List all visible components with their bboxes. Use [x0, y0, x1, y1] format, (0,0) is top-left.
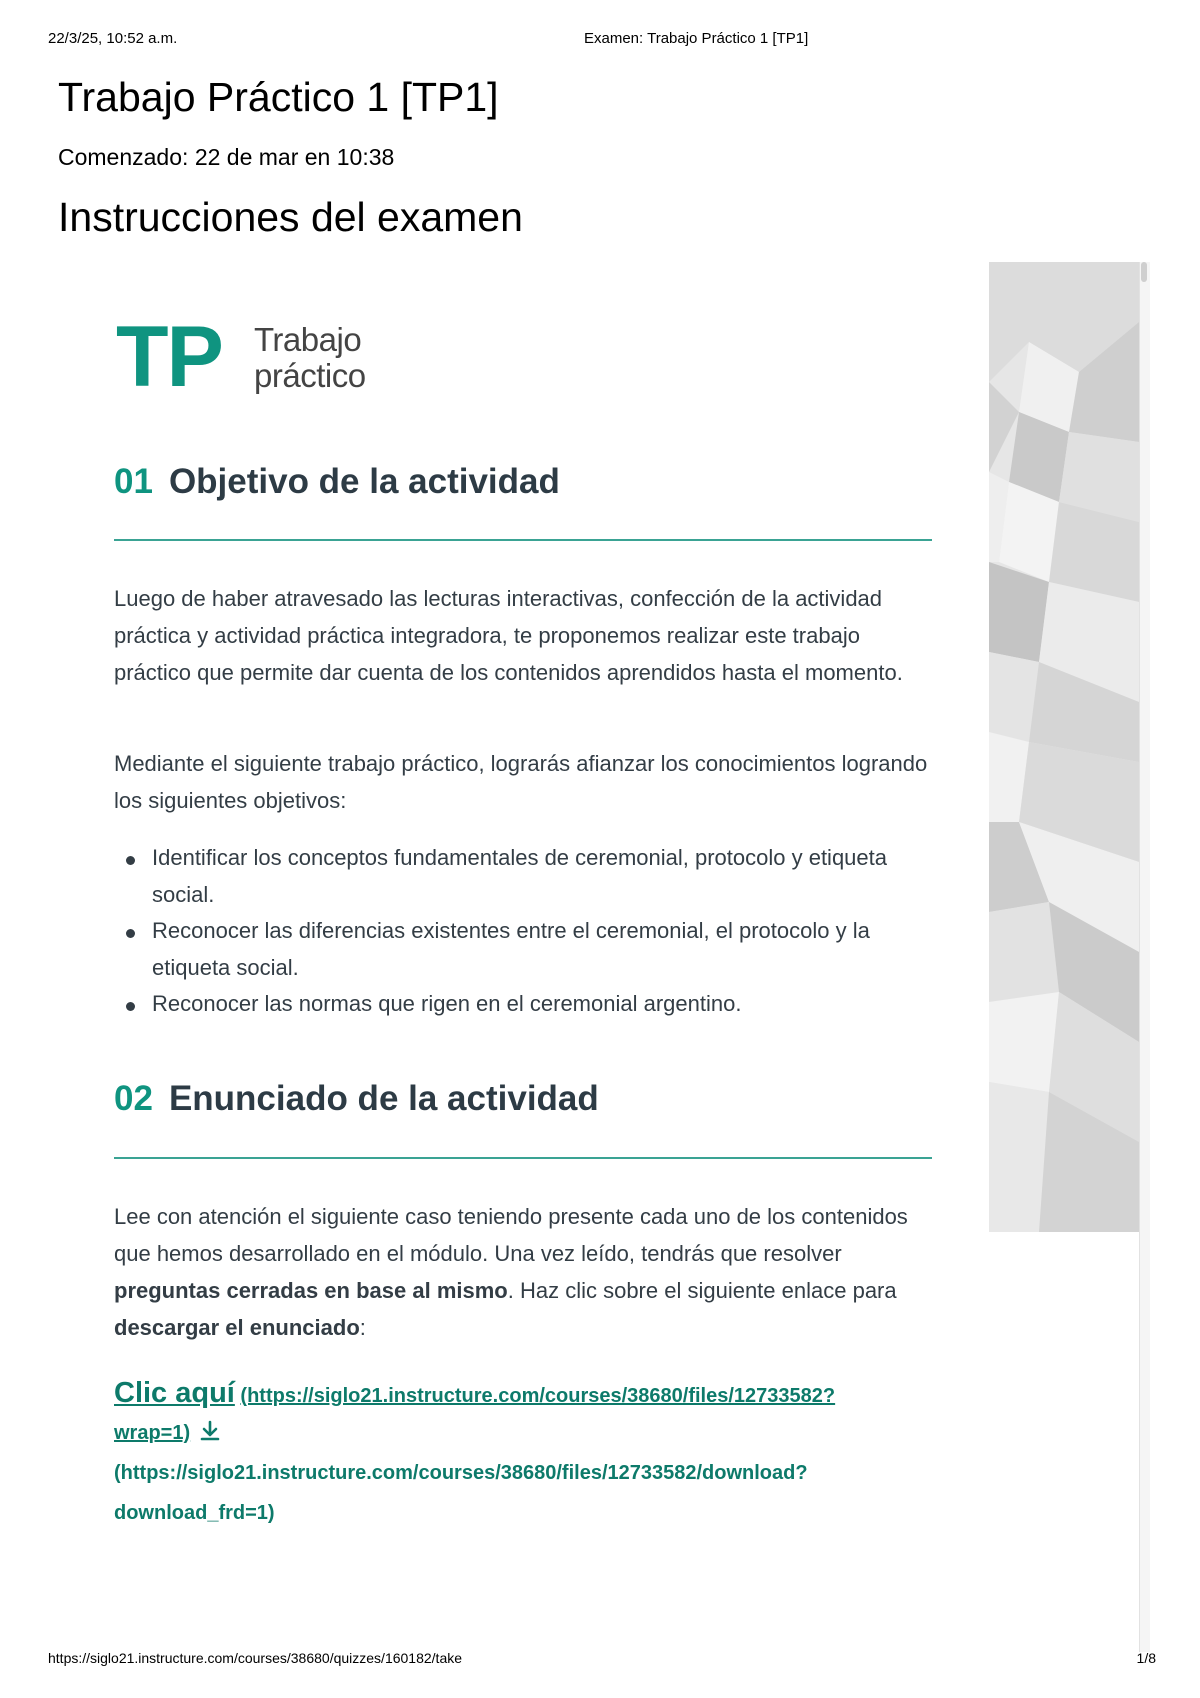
statement-text: Lee con atención el siguiente caso teniendo presente cada uno de los contenidos que hemos desarrollado en el módulo. Una vez leído, tendrás que resolver	[114, 1204, 908, 1266]
statement-bold-text: descargar el enunciado	[114, 1315, 360, 1340]
decorative-side-image	[989, 262, 1139, 1232]
scrollbar[interactable]	[1139, 262, 1150, 1652]
logo-line-practico: práctico	[254, 357, 366, 394]
logo-tp-letters: TP	[116, 309, 222, 405]
objective-text: Reconocer las diferencias existentes entre el ceremonial, el protocolo y la etiqueta social.	[152, 918, 870, 980]
started-info	[58, 144, 394, 171]
started-value: 22 de mar en 10:38	[194, 144, 395, 170]
file-link-url[interactable]: (https://siglo21.instructure.com/courses/38680/files/12733582?	[240, 1385, 836, 1407]
print-date: 22/3/25, 10:52 a.m.	[48, 30, 178, 47]
list-item	[114, 986, 934, 1023]
objective-text: Reconocer las normas que rigen en el ceremonial argentino.	[152, 991, 742, 1016]
scrollbar-thumb[interactable]	[1141, 262, 1147, 282]
download-icon[interactable]	[198, 1419, 222, 1443]
page-counter: 1/8	[1136, 1650, 1156, 1666]
list-item	[114, 840, 934, 913]
section-divider	[114, 1157, 932, 1159]
logo-line-trabajo: Trabajo	[254, 321, 362, 358]
print-header	[0, 30, 1200, 52]
link-line	[114, 1493, 934, 1533]
statement-text: :	[359, 1315, 366, 1340]
tp-logo	[116, 309, 396, 405]
section-number: 02	[114, 1079, 153, 1118]
section-number: 01	[114, 462, 153, 501]
section-title: Objetivo de la actividad	[168, 462, 560, 501]
download-link-url[interactable]: (https://siglo21.instructure.com/courses/38680/files/12733582/download?	[114, 1462, 808, 1484]
statement-bold-text: preguntas cerradas en base al mismo	[114, 1278, 508, 1303]
bullet-icon	[126, 929, 135, 938]
geometric-pattern-graphic	[989, 262, 1139, 1232]
started-label: Comenzado:	[58, 144, 189, 170]
section-objective-heading	[114, 462, 560, 502]
statement-paragraph	[114, 1198, 934, 1346]
print-footer	[0, 1650, 1200, 1672]
statement-text: . Haz clic sobre el siguiente enlace para	[507, 1278, 897, 1303]
bullet-icon	[126, 856, 135, 865]
file-link-url-cont[interactable]: wrap=1)	[114, 1422, 191, 1444]
list-item	[114, 913, 934, 986]
quiz-title: Trabajo Práctico 1 [TP1]	[58, 74, 499, 120]
objective-text: Identificar los conceptos fundamentales de ceremonial, protocolo y etiqueta social.	[152, 845, 887, 907]
link-line	[114, 1453, 934, 1493]
objective-intro-paragraph: Mediante el siguiente trabajo práctico, lograrás afianzar los conocimientos logrando los siguientes objetivos:	[114, 751, 928, 813]
section-statement-heading	[114, 1079, 599, 1119]
section-title: Enunciado de la actividad	[168, 1079, 599, 1118]
objective-paragraph: Luego de haber atravesado las lecturas interactivas, confección de la actividad práctica y actividad práctica integradora, te proponemos realizar este trabajo práctico que permite dar cuenta de los contenidos aprendidos hasta el momento.	[114, 586, 903, 685]
objectives-list	[114, 840, 934, 1023]
print-page-url: https://siglo21.instructure.com/courses/38680/quizzes/160182/take	[48, 1650, 463, 1666]
link-line	[114, 1413, 934, 1453]
clic-aqui-link[interactable]: Clic aquí	[114, 1377, 235, 1409]
bullet-icon	[126, 1002, 135, 1011]
print-document-title: Examen: Trabajo Práctico 1 [TP1]	[584, 30, 809, 47]
section-divider	[114, 539, 932, 541]
link-line	[114, 1373, 934, 1413]
instructions-title: Instrucciones del examen	[58, 194, 523, 240]
download-link-url-cont[interactable]: download_frd=1)	[114, 1502, 275, 1524]
download-links	[114, 1373, 934, 1533]
